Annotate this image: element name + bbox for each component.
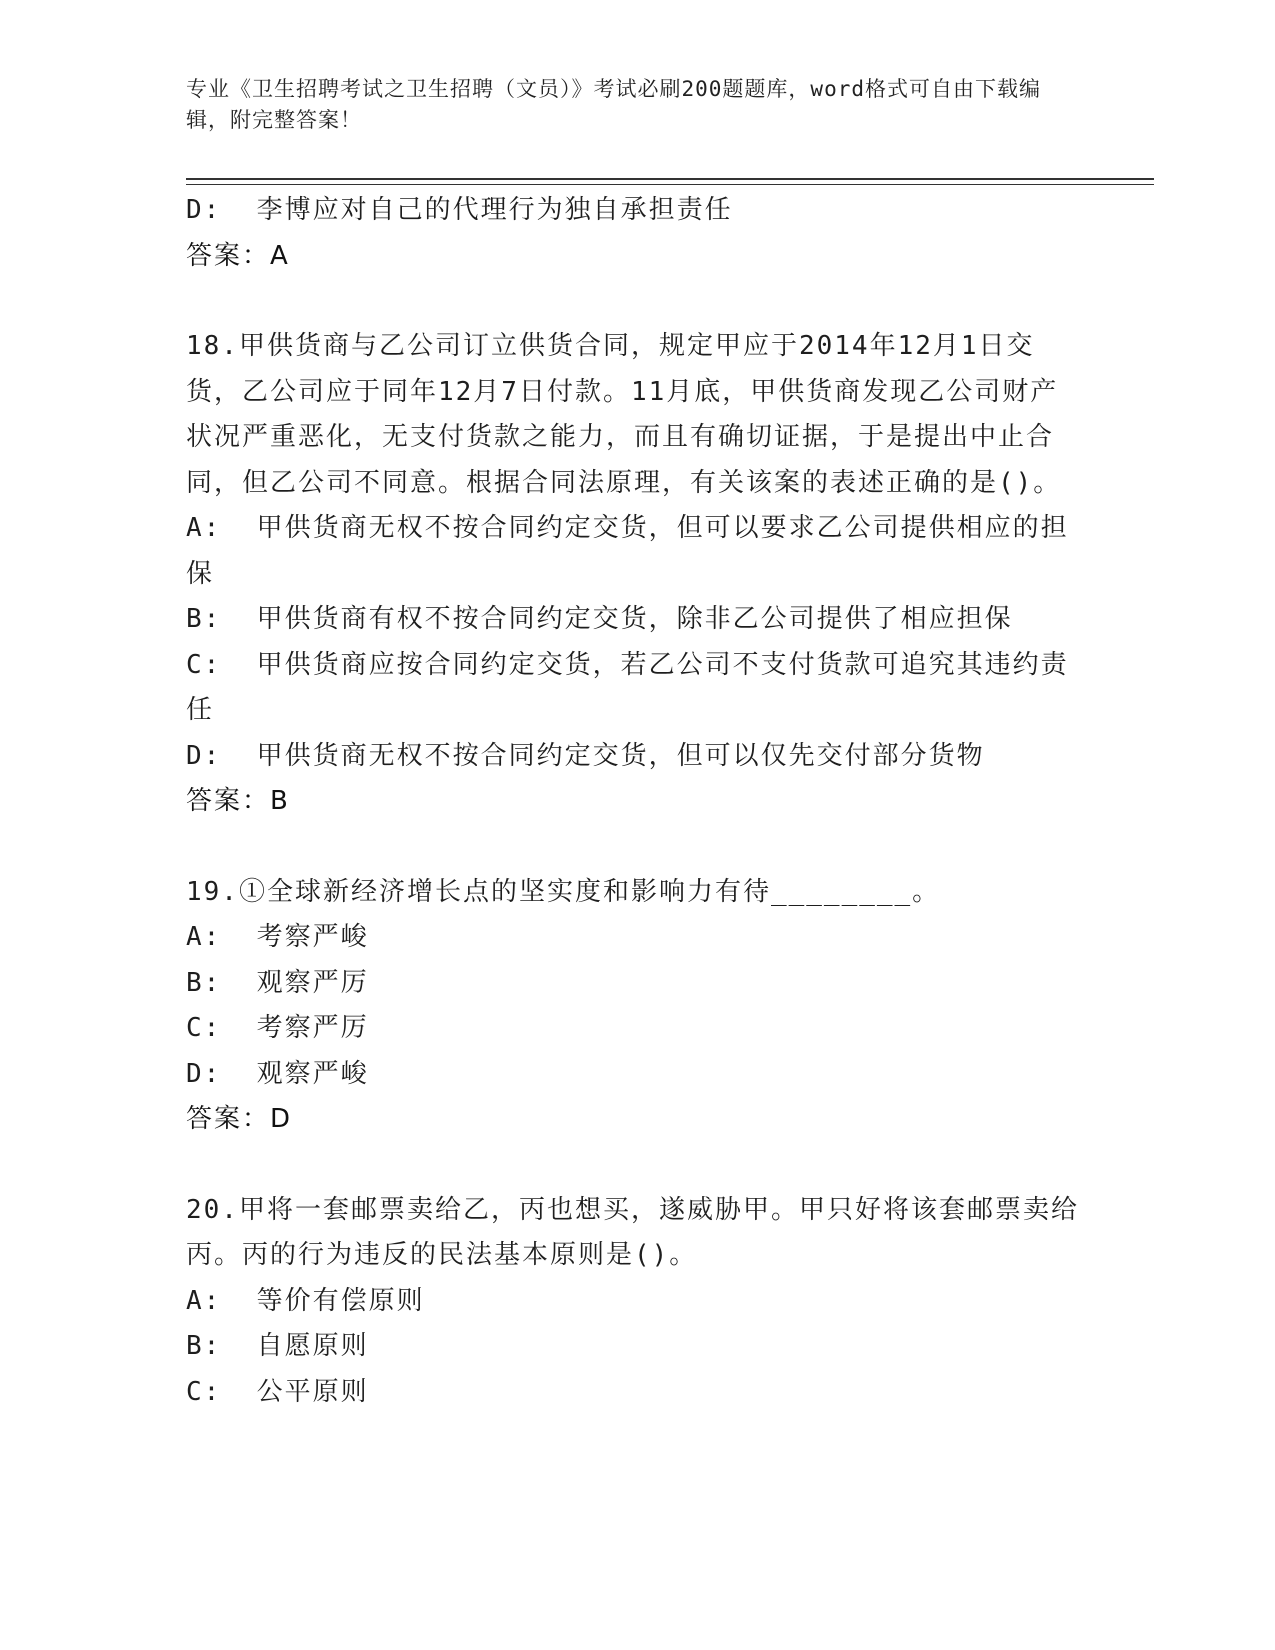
- spacer: [186, 825, 1086, 870]
- question-option-d: D: 观察严峻: [186, 1058, 369, 1089]
- question-option-a: A: 考察严峻: [186, 922, 369, 952]
- question-option-d: D: 甲供货商无权不按合同约定交货，但可以仅先交付部分货物: [186, 740, 985, 771]
- spacer: [186, 1143, 1086, 1188]
- question-20: [186, 1188, 1086, 1416]
- question-19: [186, 870, 1086, 1143]
- question-option-b: B: 观察严厉: [186, 967, 369, 998]
- question-option-b: B: 甲供货商有权不按合同约定交货，除非乙公司提供了相应担保: [186, 604, 1013, 634]
- question-option-c: C: 公平原则: [186, 1376, 369, 1407]
- question-option-a: A: 等价有偿原则: [186, 1285, 425, 1316]
- question-stem: 19.①全球新经济增长点的坚实度和影响力有待________。: [186, 876, 941, 907]
- question-option-b: B: 自愿原则: [186, 1331, 369, 1361]
- document-content: [186, 188, 1086, 1415]
- question-option-a: A: 甲供货商无权不按合同约定交货，但可以要求乙公司提供相应的担保: [186, 513, 1069, 589]
- question-option-c: C: 考察严厉: [186, 1013, 369, 1043]
- prev-question-option-d: D: 李博应对自己的代理行为独自承担责任: [186, 195, 733, 225]
- header-divider-thick: [186, 178, 1154, 180]
- question-answer: 答案：D: [186, 1104, 293, 1134]
- question-stem: 20.甲将一套邮票卖给乙，丙也想买，遂威胁甲。甲只好将该套邮票卖给丙。丙的行为违反的民法基本原则是()。: [186, 1194, 1079, 1270]
- question-18: [186, 324, 1086, 825]
- question-option-c: C: 甲供货商应按合同约定交货，若乙公司不支付货款可追究其违约责任: [186, 649, 1069, 725]
- prev-question-answer: 答案：A: [186, 240, 290, 271]
- page-header-text: 专业《卫生招聘考试之卫生招聘（文员）》考试必刷200题题库，word格式可自由下载编辑，附完整答案！: [186, 77, 1041, 132]
- question-answer: 答案：B: [186, 786, 290, 816]
- header-divider-thin: [186, 184, 1154, 185]
- spacer: [186, 279, 1086, 324]
- question-stem: 18.甲供货商与乙公司订立供货合同，规定甲应于2014年12月1日交货，乙公司应于同年12月7日付款。11月底，甲供货商发现乙公司财产状况严重恶化，无支付货款之能力，而且有确切证据，于是提出中止合同，但乙公司不同意。根据合同法原理，有关该案的表述正确的是()。: [186, 331, 1062, 498]
